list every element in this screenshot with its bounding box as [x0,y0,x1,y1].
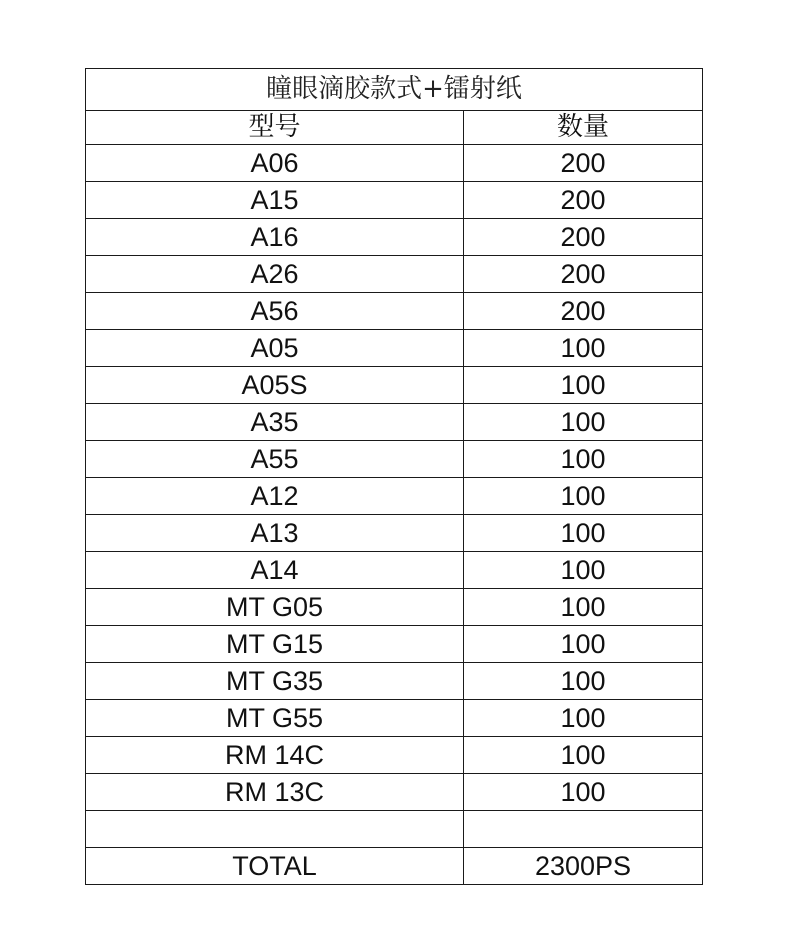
order-table [85,68,703,885]
table-row [86,293,703,330]
model-cell: A56 [86,293,464,330]
model-cell: A13 [86,515,464,552]
table-row [86,367,703,404]
model-cell: A12 [86,478,464,515]
model-cell: A14 [86,552,464,589]
quantity-cell: 100 [464,330,703,367]
table-row [86,478,703,515]
quantity-cell: 200 [464,145,703,182]
quantity-cell: 100 [464,478,703,515]
table-row [86,219,703,256]
quantity-cell: 100 [464,626,703,663]
model-cell: A15 [86,182,464,219]
quantity-cell: 200 [464,293,703,330]
empty-row [86,811,703,848]
quantity-cell: 100 [464,700,703,737]
model-cell: MT G55 [86,700,464,737]
model-cell: MT G15 [86,626,464,663]
table-body [86,69,703,885]
title-row [86,69,703,111]
model-cell: A35 [86,404,464,441]
quantity-cell: 100 [464,441,703,478]
model-cell: A26 [86,256,464,293]
table-row [86,145,703,182]
quantity-cell: 100 [464,663,703,700]
table-row [86,737,703,774]
total-value: 2300PS [464,848,703,885]
quantity-cell: 100 [464,552,703,589]
quantity-cell: 100 [464,404,703,441]
model-cell: A05 [86,330,464,367]
table-row [86,552,703,589]
total-row [86,848,703,885]
table-row [86,700,703,737]
table-row [86,663,703,700]
quantity-cell: 100 [464,515,703,552]
table-row [86,441,703,478]
table-row [86,589,703,626]
model-cell: RM 13C [86,774,464,811]
quantity-cell: 200 [464,182,703,219]
model-cell: MT G35 [86,663,464,700]
quantity-column-header: 数量 [464,111,703,145]
table-row [86,404,703,441]
total-label: TOTAL [86,848,464,885]
model-cell: A06 [86,145,464,182]
quantity-cell: 100 [464,589,703,626]
model-cell: A55 [86,441,464,478]
table-row [86,182,703,219]
model-cell: RM 14C [86,737,464,774]
table-row [86,774,703,811]
model-cell: A05S [86,367,464,404]
table-row [86,515,703,552]
quantity-cell: 200 [464,219,703,256]
empty-cell [464,811,703,848]
table-row [86,626,703,663]
model-column-header: 型号 [86,111,464,145]
table-row [86,256,703,293]
model-cell: MT G05 [86,589,464,626]
quantity-cell: 100 [464,367,703,404]
quantity-cell: 100 [464,737,703,774]
table-title: 瞳眼滴胶款式+镭射纸 [86,69,703,111]
empty-cell [86,811,464,848]
quantity-cell: 200 [464,256,703,293]
quantity-cell: 100 [464,774,703,811]
table-row [86,330,703,367]
header-row [86,111,703,145]
model-cell: A16 [86,219,464,256]
